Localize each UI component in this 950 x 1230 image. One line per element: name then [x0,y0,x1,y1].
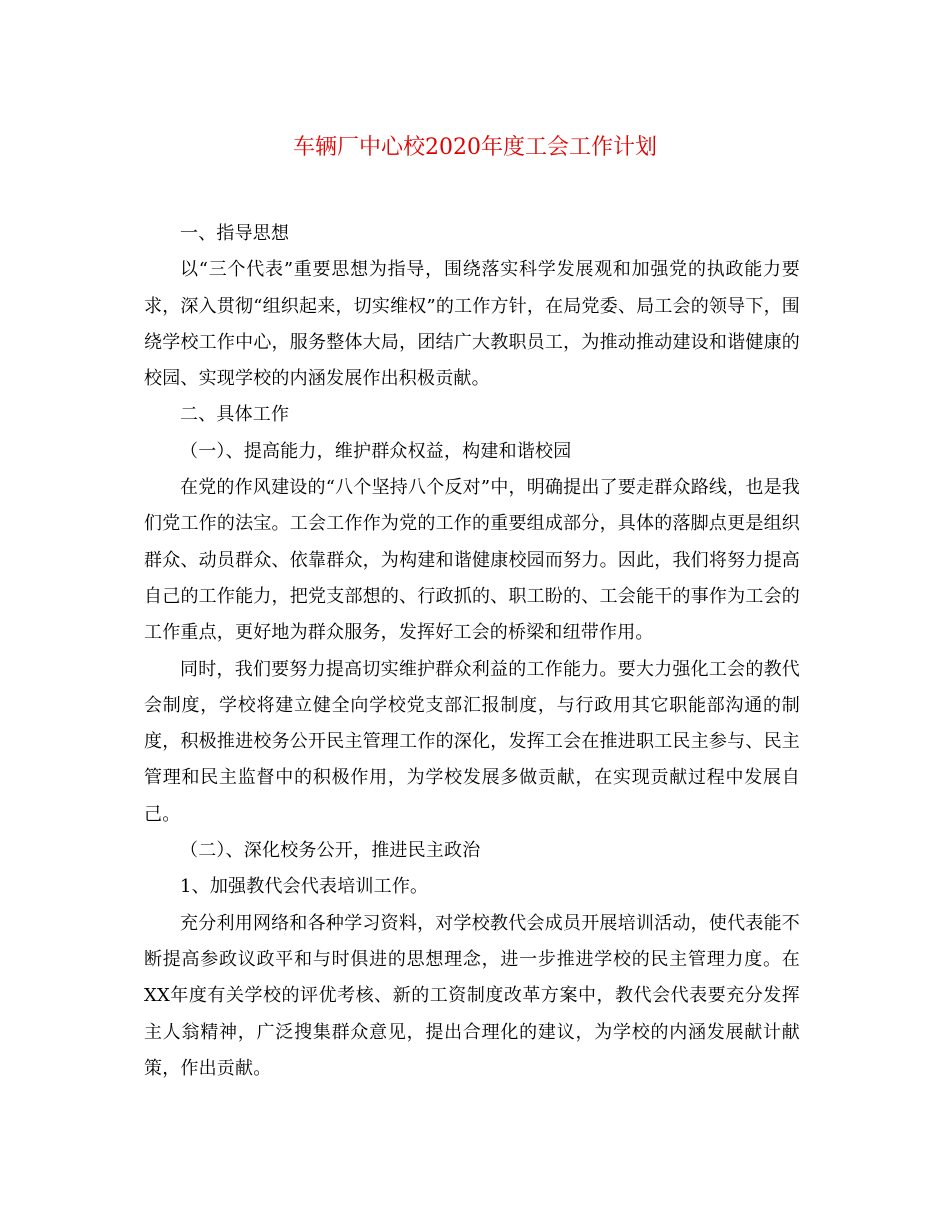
document-body [144,216,800,1087]
subsection-heading-2: （二）、深化校务公开，推进民主政治 [180,840,481,862]
paragraph-training: 充分利用网络和各种学习资料，对学校教代会成员开展培训活动，使代表能不断提高参政议政平和与时俱进的思想理念，进一步推进学校的民主管理力度。在XX年度有关学校的评优考核、新的工资制度改革方案中，教代会代表要充分发挥主人翁精神，广泛搜集群众意见，提出合理化的建议，为学校的内涵发展献计献策，作出贡献。 [144,912,800,1079]
subsection-heading-1: （一）、提高能力，维护群众权益，构建和谐校园 [180,440,572,462]
document-title: 车辆厂中心校2020年度工会工作计划 [293,135,657,160]
paragraph-rights-protection: 同时，我们要努力提高切实维护群众利益的工作能力。要大力强化工会的教代会制度，学校将建立健全向学校党支部汇报制度，与行政用其它职能部沟通的制度，积极推进校务公开民主管理工作的深化，发挥工会在推进职工民主参与、民主管理和民主监督中的积极作用，为学校发展多做贡献，在实现贡献过程中发展自己。 [144,658,800,825]
section-heading-guiding-ideology: 一、指导思想 [180,223,290,244]
section-heading-specific-work: 二、具体工作 [180,404,290,426]
item-heading-1: 1、加强教代会代表培训工作。 [180,876,429,898]
paragraph-guiding-ideology: 以“三个代表”重要思想为指导，围绕落实科学发展观和加强党的执政能力要求，深入贯彻“组织起来，切实维权”的工作方针，在局党委、局工会的领导下，围绕学校工作中心，服务整体大局，团结广大教职员工，为推动推动建设和谐健康的校园、实现学校的内涵发展作出积极贡献。 [144,259,800,390]
paragraph-work-style: 在党的作风建设的“八个坚持八个反对”中，明确提出了要走群众路线，也是我们党工作的法宝。工会工作作为党的工作的重要组成部分，具体的落脚点更是组织群众、动员群众、依靠群众，为构建和谐健康校园而努力。因此，我们将努力提高自己的工作能力，把党支部想的、行政抓的、职工盼的、工会能干的事作为工会的工作重点，更好地为群众服务，发挥好工会的桥梁和纽带作用。 [144,477,800,644]
